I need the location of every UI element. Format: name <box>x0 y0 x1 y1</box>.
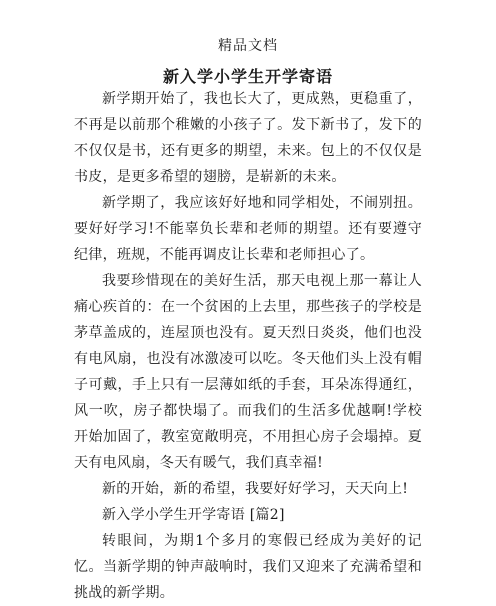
paragraph-1: 新学期开始了，我也长大了，更成熟，更稳重了，不再是以前那个稚嫩的小孩子了。发下新书了，发下的不仅仅是书，还有更多的期望，未来。包上的不仅仅是书皮，是更多希望的翅膀，是崭新的未来。 <box>74 91 422 185</box>
document-header: 精品文档 <box>218 38 278 54</box>
section-heading: 新入学小学生开学寄语 [篇2] <box>102 507 285 523</box>
paragraph-4: 新的开始，新的希望，我要好好学习，天天向上! <box>102 481 409 497</box>
paragraph-3: 我要珍惜现在的美好生活，那天电视上那一幕让人痛心疾首的：在一个贫困的上去里，那些孩子的学校是茅草盖成的，连屋顶也没有。夏天烈日炎炎，他们也没有电风扇，也没有冰激凌可以吃。冬天他们头上没有帽子可戴，手上只有一层薄如纸的手套，耳朵冻得通红，风一吹，房子都快塌了。而我们的生活多优越啊!学校开始加固了，教室宽敞明亮，不用担心房子会塌掉。夏天有电风扇，冬天有暖气，我们真幸福! <box>74 273 422 471</box>
article-body <box>74 86 422 606</box>
paragraph-2: 新学期了，我应该好好地和同学相处，不闹别扭。要好好学习!不能辜负长辈和老师的期望。还有要遵守纪律，班规，不能再调皮让长辈和老师担心了。 <box>74 195 422 263</box>
paragraph-5: 转眼间，为期1个多月的寒假已经成为美好的记忆。当新学期的钟声敲响时，我们又迎来了充满希望和挑战的新学期。 <box>74 533 422 601</box>
article-title: 新入学小学生开学寄语 <box>162 67 333 86</box>
